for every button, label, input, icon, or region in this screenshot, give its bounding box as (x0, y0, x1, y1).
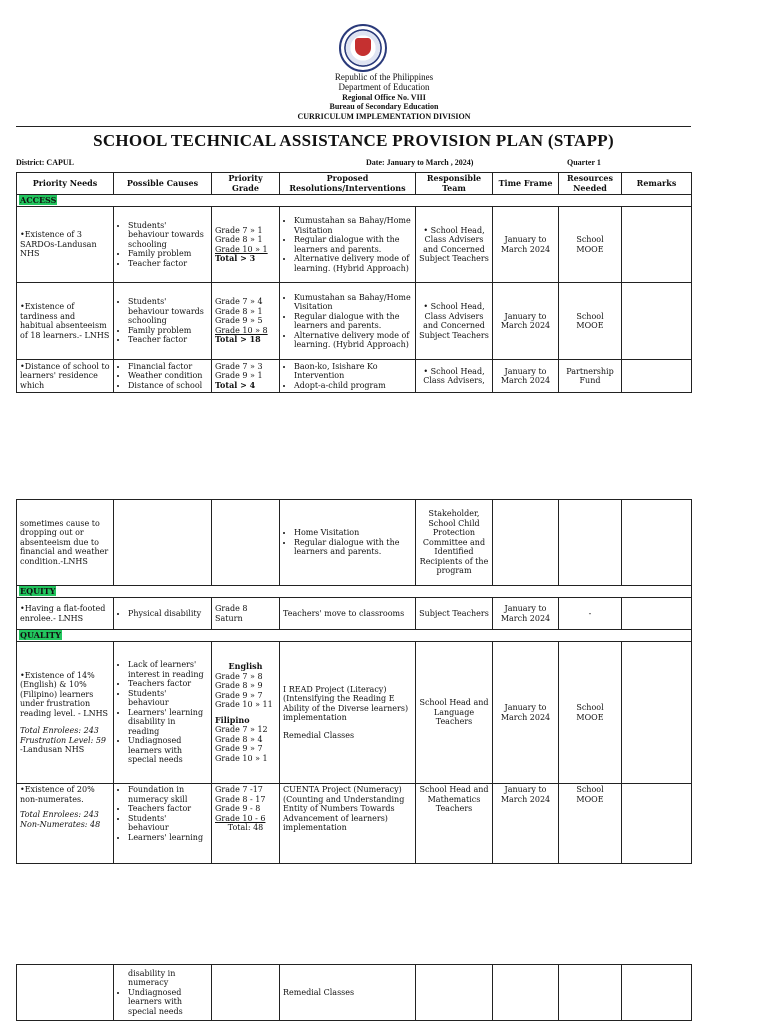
grade-line: Grade 9 » 5 (215, 316, 263, 326)
responsible-team: • School Head, Class Advisers, (416, 360, 493, 393)
priority-grade (212, 642, 280, 784)
possible-causes (114, 784, 212, 864)
grade-line: Grade 9 » 7 (215, 744, 263, 753)
grade-line: Grade 10 » 11 (215, 700, 273, 709)
quarter-label: Quarter 1 (567, 158, 601, 167)
grade-line: Grade 7 -17 (215, 785, 263, 794)
table-header-row (17, 173, 692, 195)
col-interventions: Proposed Resolutions/Interventions (280, 173, 416, 195)
priority-need (17, 642, 114, 784)
stapp-table-page2 (16, 499, 692, 864)
list-item: • Family problem (128, 326, 208, 336)
table-row (17, 965, 692, 1021)
time-frame: January to March 2024 (493, 207, 559, 283)
list-item: • Students' behaviour towards schooling (128, 221, 208, 250)
list-item: • Regular dialogue with the learners and parents. (294, 235, 412, 254)
note-text: Total Enrolees: 243 (20, 726, 99, 735)
note-text: Frustration Level: 59 (20, 735, 107, 745)
grade-line: Grade 9 - 8 (215, 804, 261, 813)
remarks (622, 500, 692, 586)
remarks (622, 283, 692, 360)
time-frame: January to March 2024 (493, 598, 559, 630)
col-remarks: Remarks (622, 173, 692, 195)
priority-need: •Distance of school to learners' residence which (17, 360, 114, 393)
grade-line: Grade 7 » 3 (215, 361, 263, 371)
list-item: • Teacher factor (128, 259, 208, 269)
table-row (17, 642, 692, 784)
grade-line: Grade 7 » 1 (215, 225, 263, 235)
section-label: EQUITY (20, 585, 56, 596)
date-label: Date: January to March , 2024) (366, 158, 474, 167)
interventions (280, 642, 416, 784)
priority-grade (212, 500, 280, 586)
possible-causes (114, 207, 212, 283)
need-text: •Existence of 14% (English) & 10% (Filipino) learners under frustration reading level. - LNHS (20, 670, 109, 718)
grade-line: Grade 7 » 12 (215, 725, 268, 734)
note-text: Non-Numerates: 48 (20, 819, 101, 829)
grade-line: Grade 7 » 8 (215, 671, 263, 681)
priority-grade (212, 207, 280, 283)
intervention-text: Remedial Classes (283, 730, 355, 740)
priority-need (17, 965, 114, 1021)
grade-line: Grade 8 » 1 (215, 235, 263, 244)
need-text: •Existence of 20% non-numerates. (20, 785, 95, 804)
possible-causes (114, 283, 212, 360)
table-row (17, 500, 692, 586)
responsible-team: Stakeholder, School Child Protection Committee and Identified Recipients of the program (416, 500, 493, 586)
header-republic: Republic of the Philippines (334, 72, 434, 82)
grade-line: Grade 8 - 17 (215, 794, 266, 804)
list-item: • Undiagnosed learners with special needs (128, 988, 208, 1017)
responsible-team (416, 965, 493, 1021)
time-frame (493, 965, 559, 1021)
time-frame: January to March 2024 (493, 360, 559, 393)
grade-line: Grade 8 » 1 (215, 306, 263, 316)
grade-line: Grade 8 » 4 (215, 734, 263, 744)
col-priority-needs: Priority Needs (17, 173, 114, 195)
list-item: • Home Visitation (294, 528, 412, 538)
list-item: • Undiagnosed learners with special needs (128, 736, 208, 765)
list-item: • Family problem (128, 249, 208, 259)
list-item: • Teachers factor (128, 679, 208, 689)
possible-causes (114, 965, 212, 1021)
list-item: • Kumustahan sa Bahay/Home Visitation (294, 293, 412, 312)
time-frame (493, 500, 559, 586)
resources-needed: Partnership Fund (559, 360, 622, 393)
resources-needed (559, 500, 622, 586)
remarks (622, 642, 692, 784)
list-item: • Alternative delivery mode of learning. (Hybrid Approach) (294, 331, 412, 350)
remarks (622, 784, 692, 864)
priority-grade (212, 283, 280, 360)
district-label: District: CAPUL (16, 158, 74, 167)
note-text: Total Enrolees: 243 (20, 810, 99, 819)
list-item: • Learners' learning (128, 833, 208, 843)
grade-total: Total > 3 (215, 253, 256, 263)
possible-causes (114, 500, 212, 586)
section-row-access (17, 195, 692, 207)
priority-grade (212, 360, 280, 393)
list-item: • Alternative delivery mode of learning. (Hybrid Approach) (294, 254, 412, 273)
responsible-team: School Head and Mathematics Teachers (416, 784, 493, 864)
subject-label: English (228, 661, 263, 671)
priority-need: •Existence of 3 SARDOs-Landusan NHS (17, 207, 114, 283)
time-frame: January to March 2024 (493, 642, 559, 784)
header-divider (16, 126, 691, 127)
list-item: • Regular dialogue with the learners and parents. (294, 312, 412, 331)
col-resources: Resources Needed (559, 173, 622, 195)
grade-line: Grade 9 » 1 (215, 371, 263, 381)
resources-needed: School MOOE (559, 784, 622, 864)
priority-grade (212, 784, 280, 864)
list-item: • Learners' learning disability in reading (128, 708, 208, 737)
header-division: CURRICULUM IMPLEMENTATION DIVISION (297, 112, 471, 121)
remarks (622, 207, 692, 283)
interventions: CUENTA Project (Numeracy) (Counting and Understanding Entity of Numbers Towards Advancement of learners) implementation (280, 784, 416, 864)
list-item: • Teacher factor (128, 335, 208, 345)
priority-need: sometimes cause to dropping out or absenteeism due to financial and weather condition.-LNHS (17, 500, 114, 586)
section-row-equity (17, 586, 692, 598)
intervention-text: I READ Project (Literacy) (Intensifying the Reading E Ability of the Diverse learners) implementation (283, 684, 409, 723)
time-frame: January to March 2024 (493, 784, 559, 864)
responsible-team: School Head and Language Teachers (416, 642, 493, 784)
subject-label: Filipino (215, 714, 250, 725)
list-item: • Students' behaviour (128, 814, 208, 833)
interventions: Remedial Classes (280, 965, 416, 1021)
header-department: Department of Education (338, 82, 430, 92)
stapp-table-page3 (16, 964, 692, 1021)
list-item: • Baon-ko, Isishare Ko Intervention (294, 362, 412, 381)
responsible-team: • School Head, Class Advisers and Concerned Subject Teachers (416, 207, 493, 283)
interventions (280, 283, 416, 360)
grade-line: Grade 10 » 1 (215, 244, 268, 254)
col-time-frame: Time Frame (493, 173, 559, 195)
resources-needed (559, 965, 622, 1021)
grade-line: Grade 10 » 1 (215, 753, 268, 763)
priority-need: •Existence of tardiness and habitual absenteeism of 18 learners.- LNHS (17, 283, 114, 360)
resources-needed: School MOOE (559, 207, 622, 283)
table-row (17, 283, 692, 360)
grade-total: Total > 4 (215, 379, 256, 390)
grade-line: Grade 7 » 4 (215, 297, 263, 307)
note-text: -Landusan NHS (20, 745, 85, 754)
grade-total: Total: 48 (227, 823, 264, 832)
section-label: ACCESS (20, 194, 57, 205)
time-frame: January to March 2024 (493, 283, 559, 360)
list-item: • Weather condition (128, 371, 208, 381)
possible-causes (114, 360, 212, 393)
list-item: disability in numeracy (128, 968, 176, 988)
interventions (280, 360, 416, 393)
header-region: Regional Office No. VIII (342, 93, 426, 102)
table-row (17, 207, 692, 283)
list-item: • Teachers factor (128, 804, 208, 814)
section-label: QUALITY (20, 629, 61, 640)
resources-needed: - (559, 598, 622, 630)
list-item: • Regular dialogue with the learners and parents. (294, 538, 412, 557)
grade-line: Grade 10 » 8 (215, 325, 268, 335)
list-item: • Lack of learners' interest in reading (128, 660, 208, 679)
page-title: SCHOOL TECHNICAL ASSISTANCE PROVISION PLAN (STAPP) (93, 131, 614, 150)
list-item: • Kumustahan sa Bahay/Home Visitation (294, 216, 412, 235)
priority-grade (212, 965, 280, 1021)
list-item: • Foundation in numeracy skill (128, 785, 208, 804)
grade-line: Grade 8 » 9 (215, 681, 263, 690)
priority-grade: Grade 8 Saturn (212, 598, 280, 630)
responsible-team: Subject Teachers (416, 598, 493, 630)
interventions (280, 207, 416, 283)
deped-seal-logo (339, 24, 387, 72)
section-row-quality (17, 630, 692, 642)
list-item: • Adopt-a-child program (294, 381, 412, 391)
list-item: • Students' behaviour towards schooling (128, 297, 208, 326)
interventions: Teachers' move to classrooms (280, 598, 416, 630)
col-priority-grade: Priority Grade (212, 173, 280, 195)
grade-total: Total > 18 (215, 334, 261, 345)
col-responsible-team: Responsible Team (416, 173, 493, 195)
resources-needed: School MOOE (559, 642, 622, 784)
possible-causes (114, 598, 212, 630)
possible-causes (114, 642, 212, 784)
table-row (17, 784, 692, 864)
priority-need (17, 784, 114, 864)
resources-needed: School MOOE (559, 283, 622, 360)
grade-line: Grade 9 » 7 (215, 690, 263, 700)
list-item: • Financial factor (128, 362, 208, 372)
list-item: • Students' behaviour (128, 689, 208, 708)
priority-need: •Having a flat-footed enrolee.- LNHS (17, 598, 114, 630)
col-possible-causes: Possible Causes (114, 173, 212, 195)
list-item: • Physical disability (128, 609, 208, 619)
responsible-team: • School Head, Class Advisers and Concerned Subject Teachers (416, 283, 493, 360)
table-row (17, 360, 692, 393)
list-item: • Distance of school (128, 381, 208, 391)
grade-line: Grade 10 - 6 (215, 813, 266, 823)
header-bureau: Bureau of Secondary Education (329, 102, 439, 111)
stapp-table-page1 (16, 172, 692, 393)
table-row (17, 598, 692, 630)
remarks (622, 965, 692, 1021)
remarks (622, 598, 692, 630)
remarks (622, 360, 692, 393)
interventions (280, 500, 416, 586)
